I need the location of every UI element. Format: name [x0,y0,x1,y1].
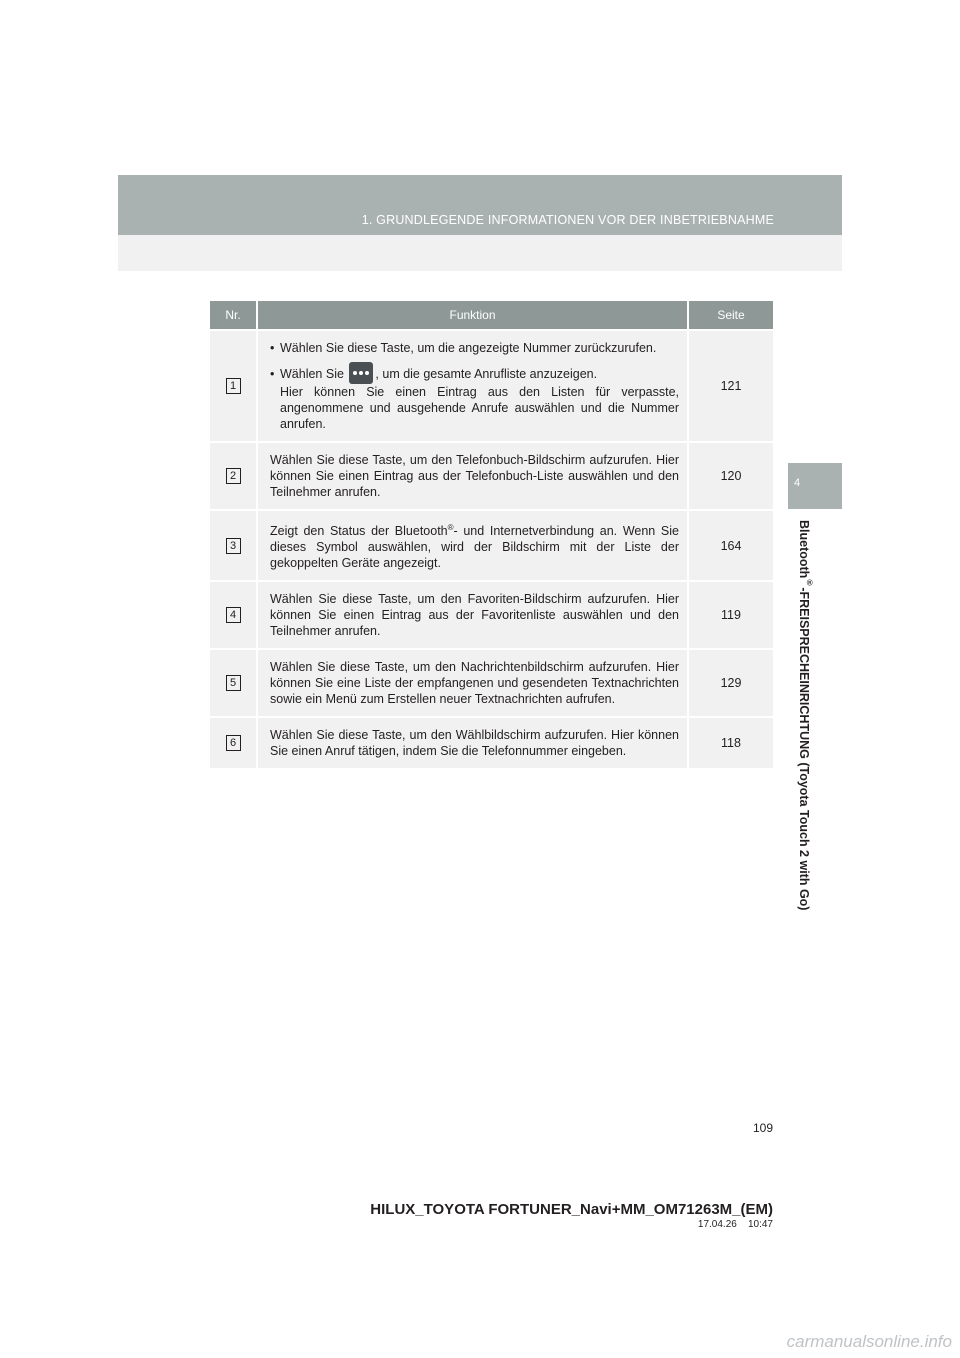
registered-mark: ® [805,578,815,588]
row-number-cell [210,511,258,580]
function-text: Wählen Sie diese Taste, um den Telefonbuch-Bildschirm aufzurufen. Hier können Sie einen Eintrag aus der Telefonbuch-Liste auswählen und den Teilnehmer anrufen. [258,443,689,509]
table-header-row [210,301,773,329]
chapter-label [797,520,814,910]
table-row [210,582,773,648]
row-number: 2 [226,468,241,484]
table-row [210,331,773,441]
chapter-label-start: Bluetooth [797,520,811,579]
row-number: 4 [226,607,241,623]
table-row [210,718,773,768]
page-ref: 119 [689,582,773,648]
document-timestamp [698,1219,773,1230]
function-text: Wählen Sie diese Taste, um den Favoriten-Bildschirm aufzurufen. Hier können Sie einen Eintrag aus der Favoritenliste auswählen und den Teilnehmer anrufen. [258,582,689,648]
watermark: carmanualsonline.info [786,1332,952,1351]
section-title: 1. GRUNDLEGENDE INFORMATIONEN VOR DER INBETRIEBNAHME [361,213,774,227]
document-date: 17.04.26 [697,1219,737,1230]
page-ref: 118 [689,718,773,768]
bullet-item: • Wählen Sie diese Taste, um die angezeigte Nummer zurückzurufen. [270,340,679,356]
row-number: 5 [226,675,241,691]
page-ref: 129 [689,650,773,716]
table-row [210,443,773,509]
page-number: 109 [752,1121,773,1135]
page-ref: 121 [689,331,773,441]
function-text: Wählen Sie diese Taste, um den Nachrichtenbildschirm aufzurufen. Hier können Sie eine Liste der empfangenen und gesendeten Textnachrichten sowie ein Menü zum Erstellen neuer Textnachrichten aufrufen. [258,650,689,716]
registered-mark: ® [447,523,454,532]
row-number: 6 [226,735,241,751]
table-row [210,511,773,580]
bullet-continuation: Hier können Sie einen Eintrag aus den Listen für verpasste, angenommene und ausgehende Anrufe auswählen und die Nummer anrufen. [280,385,679,431]
header-nr: Nr. [210,301,258,329]
function-text: Zeigt den Status der Bluetooth [270,524,448,539]
function-text: Wählen Sie diese Taste, um den Wählbildschirm aufzurufen. Hier können Sie einen Anruf tätigen, indem Sie die Telefonnummer eingeben. [258,718,689,768]
chapter-number: 4 [794,477,801,489]
more-options-icon [349,362,373,384]
document-id: HILUX_TOYOTA FORTUNER_Navi+MM_OM71263M_(EM) [370,1201,773,1218]
page-ref: 120 [689,443,773,509]
table-row [210,650,773,716]
bullet-text: , um die gesamte Anrufliste anzuzeigen. [375,367,598,381]
document-time: 10:47 [747,1219,773,1230]
function-table [210,299,773,770]
function-cell [258,511,689,580]
row-number: 1 [226,378,241,394]
bullet-text: Wählen Sie [280,367,344,381]
header-seite: Seite [689,301,773,329]
function-cell [258,331,689,441]
chapter-tab [788,463,842,509]
header-band [118,175,842,235]
header-subband [118,235,842,271]
header-funktion: Funktion [258,301,689,329]
row-number-cell [210,331,258,441]
row-number-cell [210,650,258,716]
row-number: 3 [226,538,241,554]
chapter-label-end: -FREISPRECHEINRICHTUNG (Toyota Touch 2 with Go) [797,587,811,911]
row-number-cell [210,718,258,768]
function-text: - und Internetverbindung an. Wenn Sie dieses Symbol auswählen, wird der Bildschirm mit der Liste der gekoppelten Geräte angezeigt. [270,524,679,571]
bullet-item [270,362,679,384]
row-number-cell [210,582,258,648]
page-ref: 164 [689,511,773,580]
row-number-cell [210,443,258,509]
